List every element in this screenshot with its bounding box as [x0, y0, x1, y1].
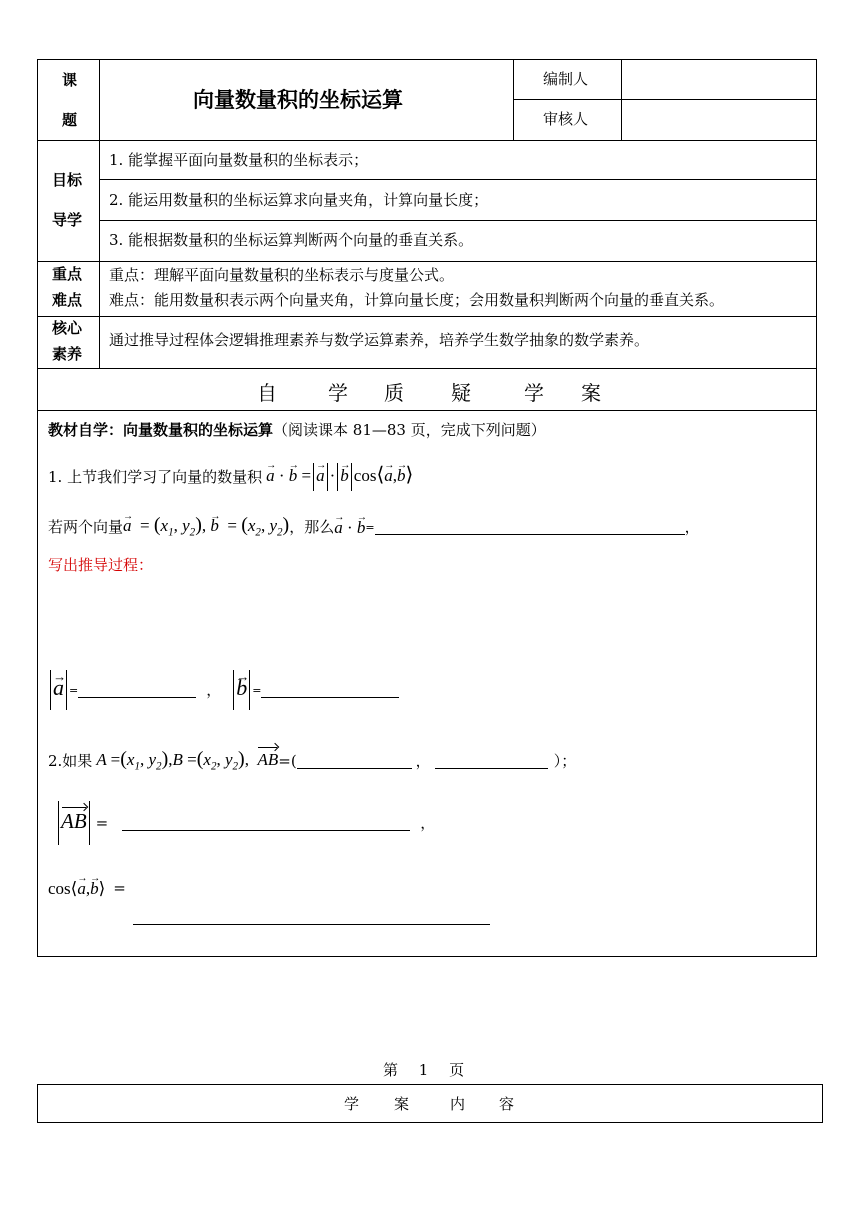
row-divider [38, 410, 816, 411]
answer-blank[interactable] [133, 924, 490, 925]
answer-blank[interactable] [297, 754, 412, 769]
banner-char: 学 [328, 381, 348, 405]
question-1 [48, 462, 413, 492]
self-study-heading-note: （阅读课本 81—83 页，完成下列问题） [273, 421, 546, 439]
label-key-1: 重点 [52, 265, 83, 283]
col-divider [99, 60, 100, 368]
content-box-char: 容 [499, 1095, 515, 1113]
norm-sep: ， [206, 680, 222, 699]
page-label: 第 [383, 1061, 399, 1079]
col-divider [513, 60, 514, 140]
q1b-end: ， [684, 517, 700, 536]
page-number [383, 1063, 464, 1078]
row-divider [99, 220, 816, 221]
dot-product-formula: → a · → b =→ a ·→ b cos⟨→ a,→ b⟩ [266, 463, 413, 491]
answer-blank[interactable] [435, 754, 548, 769]
content-box [37, 1084, 823, 1123]
banner-char: 学 [524, 381, 544, 405]
editor-label: 编制人 [543, 70, 589, 88]
question-2 [48, 746, 576, 776]
label-key-2: 难点 [52, 291, 83, 309]
page-title: 向量数量积的坐标运算 [193, 88, 403, 112]
goal-item: 3. 能根据数量积的坐标运算判断两个向量的垂直关系。 [109, 231, 474, 249]
vector-coordinates: → $a = (x_1$, $y_2$), → $b = (x_2$, $y_2$) [123, 515, 289, 538]
q1-text: 1. 上节我们学习了向量的数量积 [48, 467, 263, 486]
derivation-prompt: 写出推导过程： [48, 556, 154, 574]
banner-char: 自 [257, 381, 277, 405]
answer-blank[interactable] [261, 683, 399, 698]
reviewer-label: 审核人 [543, 110, 589, 128]
core-text: 通过推导过程体会逻辑推理素养与数学运算素养，培养学生数学抽象的数学素养。 [109, 331, 650, 349]
ab-eq: = [95, 813, 109, 832]
dot-product-ab: → a · → b [334, 519, 365, 536]
vector-norms [48, 672, 399, 708]
norm-b: → b [231, 670, 252, 710]
goal-item: 2. 能运用数量积的坐标运算求向量夹角，计算向量长度； [109, 191, 489, 209]
banner-char: 质 [384, 381, 404, 405]
answer-blank[interactable] [78, 683, 196, 698]
q2-prefix: 2.如果 [48, 751, 93, 770]
row-divider [38, 368, 816, 369]
label-topic: 题 [62, 111, 78, 129]
q1b-then: ，那么 [289, 517, 335, 536]
row-divider [38, 316, 816, 317]
row-divider [38, 261, 816, 262]
self-study-heading-bold: 教材自学：向量数量积的坐标运算 [48, 421, 274, 439]
label-core-2: 素养 [52, 345, 83, 363]
content-box-char: 学 [344, 1095, 360, 1113]
q1b-eq: = [365, 520, 375, 534]
content-box-char: 内 [450, 1095, 466, 1113]
row-divider [513, 99, 816, 100]
q2-end: ）； [553, 751, 577, 770]
row-divider [99, 179, 816, 180]
points-formula: $A =(x_1$, $y_2),B =(x_2$, $y_2$), AB [96, 748, 279, 773]
page-number-value: 1 [418, 1061, 429, 1079]
row-divider [38, 140, 816, 141]
cos-angle: cos⟨→ a,→ b⟩ [48, 880, 105, 897]
q1b-prefix: 若两个向量 [48, 517, 124, 536]
label-course: 课 [62, 71, 78, 89]
ab-end: ， [420, 813, 436, 832]
col-divider [621, 60, 622, 140]
norm-ab: AB [56, 801, 92, 845]
goal-item: 1. 能掌握平面向量数量积的坐标表示； [109, 151, 369, 169]
page-suffix: 页 [449, 1061, 465, 1079]
cos-eq: = [113, 878, 126, 897]
lesson-plan-table [37, 59, 817, 957]
q2-comma: ， [415, 751, 431, 770]
question-1b [48, 512, 700, 542]
answer-blank[interactable] [375, 520, 685, 535]
label-goals-2: 导学 [52, 211, 83, 229]
banner-char: 疑 [451, 381, 471, 405]
norm-a-eq: = [69, 683, 79, 697]
label-goals-1: 目标 [52, 171, 83, 189]
q2-eq: =( [278, 751, 297, 770]
answer-blank[interactable] [122, 816, 410, 831]
difficult-point-text: 难点：能用数量积表示两个向量夹角，计算向量长度；会用数量积判断两个向量的垂直关系。 [109, 291, 725, 309]
norm-b-eq: = [252, 683, 262, 697]
norm-a: → a [48, 670, 69, 710]
key-point-text: 重点：理解平面向量数量积的坐标表示与度量公式。 [109, 266, 455, 284]
ab-length [56, 803, 435, 843]
cos-formula [48, 875, 126, 901]
banner-char: 案 [581, 381, 601, 405]
label-core-1: 核心 [52, 319, 83, 337]
content-box-char: 案 [394, 1095, 410, 1113]
self-study-heading [48, 423, 546, 438]
